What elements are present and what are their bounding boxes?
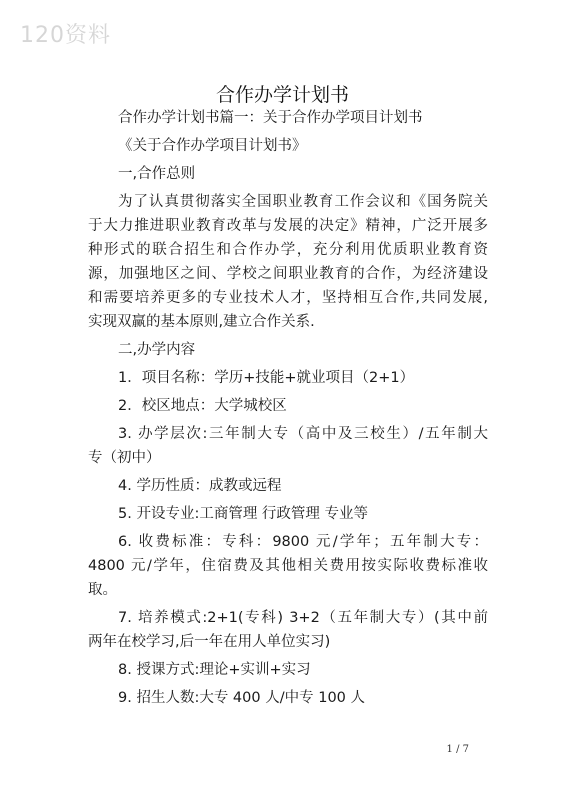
list-item-line: 专（初中）: [88, 450, 161, 466]
doc-title: 《关于合作办学项目计划书》: [118, 138, 307, 154]
paragraph-line: 和需要培养更多的专业技术人才，坚持相互合作,共同发展,: [88, 290, 488, 306]
list-item-project-name: 1．项目名称：学历+技能+就业项目（2+1）: [118, 370, 415, 386]
list-item-line: 4800 元/学年，住宿费及其他相关费用按实际收费标准收: [88, 558, 488, 574]
watermark: 120资料: [20, 23, 111, 48]
section-heading-2: 二,办学内容: [118, 342, 196, 358]
list-item-level: [88, 422, 488, 470]
list-item-line: 3. 办学层次:三年制大专（高中及三校生）/五年制大: [118, 426, 488, 442]
paragraph-line: 种形式的联合招生和合作办学，充分利用优质职业教育资: [88, 242, 488, 258]
list-item-degree-type: 4. 学历性质：成教或远程: [118, 478, 282, 494]
list-item-campus: 2．校区地点：大学城校区: [118, 398, 287, 414]
list-item-training-mode: [88, 606, 488, 654]
page-title: 合作办学计划书: [215, 84, 349, 106]
list-item-teaching-method: 8. 授课方式:理论+实训+实习: [118, 662, 311, 678]
section-heading-1: 一,合作总则: [118, 166, 196, 182]
list-item-majors: 5. 开设专业:工商管理 行政管理 专业等: [118, 506, 369, 522]
paragraph-line: 为了认真贯彻落实全国职业教育工作会议和《国务院关: [118, 194, 488, 210]
list-item-line: 7. 培养模式:2+1(专科) 3+2（五年制大专）(其中前: [118, 610, 488, 626]
list-item-fees: [88, 530, 488, 602]
paragraph-line: 于大力推进职业教育改革与发展的决定》精神，广泛开展多: [88, 218, 488, 234]
page-number: 1 / 7: [446, 744, 469, 755]
paragraph-line: 实现双赢的基本原则,建立合作关系.: [88, 314, 315, 330]
paragraph-line: 源，加强地区之间、学校之间职业教育的合作，为经济建设: [88, 266, 488, 282]
list-item-enrollment: 9. 招生人数:大专 400 人/中专 100 人: [118, 690, 366, 706]
document-body: [88, 106, 488, 710]
subtitle: 合作办学计划书篇一：关于合作办学项目计划书: [118, 110, 423, 126]
paragraph-general-principles: [88, 190, 488, 334]
list-item-line: 取。: [88, 582, 117, 598]
list-item-line: 两年在校学习,后一年在用人单位实习): [88, 634, 331, 650]
list-item-line: 6. 收费标准：专科：9800 元/学年；五年制大专：: [118, 534, 488, 550]
